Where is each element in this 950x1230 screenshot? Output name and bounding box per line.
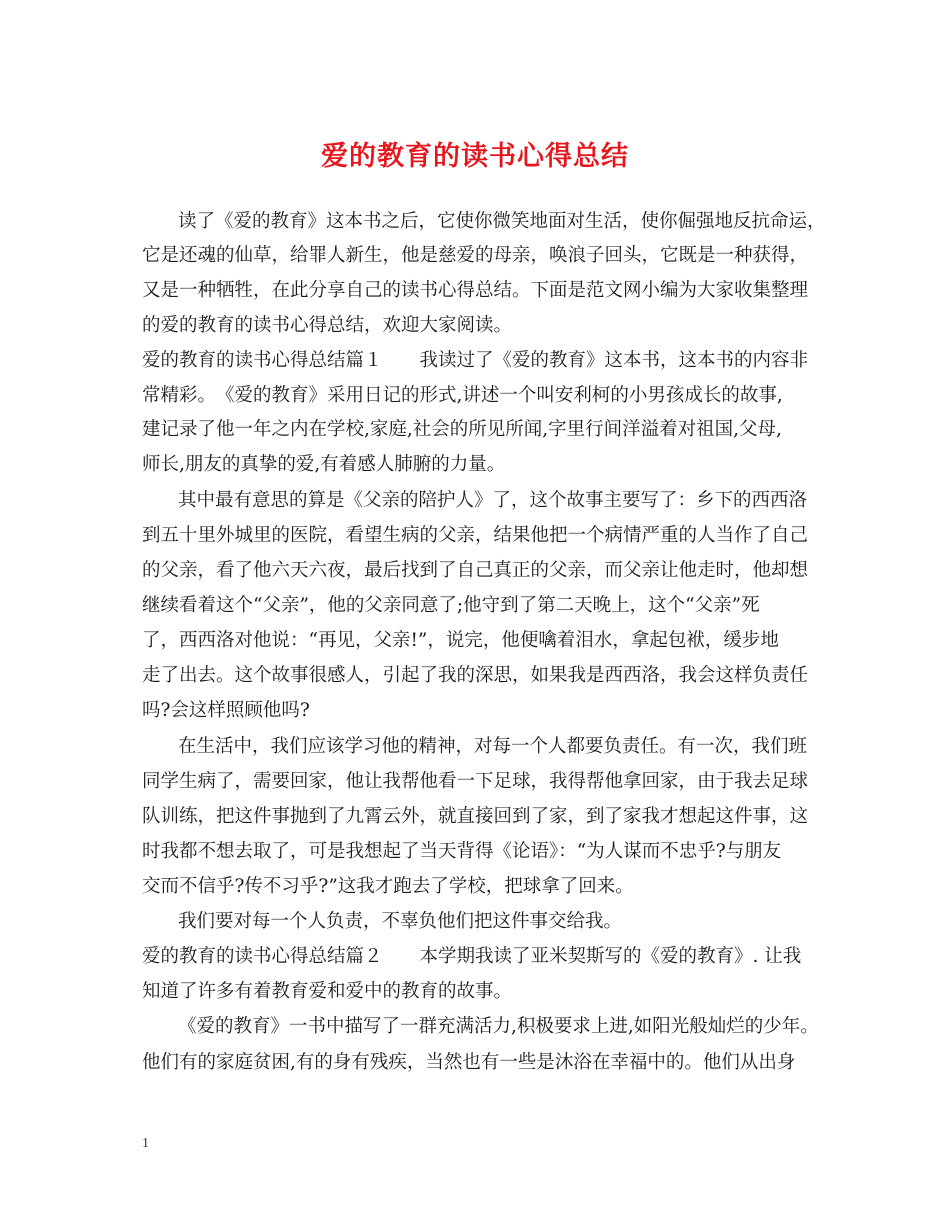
paragraph-line: 我们要对每一个人负责，不辜负他们把这件事交给我。 [178, 911, 623, 932]
paragraph-line: 常精彩。 《爱的教育》采用日记的形式,讲述一个叫安利柯的小男孩成长的故事, [142, 385, 783, 406]
paragraph-line: 读了《爱的教育》这本书之后，它使你微笑地面对生活，使你倔强地反抗命运， [178, 211, 826, 232]
paragraph-line: 在生活中，我们应该学习他的精神，对每一个人都要负责任。有一次，我们班 [178, 736, 808, 757]
paragraph-line: 时我都不想去取了，可是我想起了当天背得《论语》：“为人谋而不忠乎?与朋友 [142, 841, 782, 862]
paragraph-line: 的父亲，看了他六天六夜，最后找到了自己真正的父亲，而父亲让他走时，他却想 [142, 560, 809, 581]
section-heading-line: 爱的教育的读书心得总结篇２ 本学期我读了亚米契斯写的《爱的教育》. 让我 [142, 946, 802, 967]
section-heading-line: 爱的教育的读书心得总结篇１ 我读过了《爱的教育》这本书，这本书的内容非 [142, 350, 809, 371]
paragraph-line: 又是一种牺牲，在此分享自己的读书心得总结。下面是范文网小编为大家收集整理 [142, 280, 809, 301]
paragraph-line: 师长,朋友的真挚的爱,有着感人肺腑的力量。 [142, 454, 506, 475]
paragraph-line: 同学生病了，需要回家，他让我帮他看一下足球，我得帮他拿回家，由于我去足球 [142, 771, 809, 792]
paragraph-line: 到五十里外城里的医院，看望生病的父亲，结果他把一个病情严重的人当作了自己 [142, 525, 809, 546]
paragraph-line: 其中最有意思的算是《父亲的陪护人》了，这个故事主要写了：乡下的西西洛 [178, 490, 808, 511]
paragraph-line: 他们有的家庭贫困,有的身有残疾，当然也有一些是沐浴在幸福中的。他们从出身 [142, 1052, 796, 1073]
paragraph-line: 的爱的教育的读书心得总结，欢迎大家阅读。 [142, 315, 513, 336]
paragraph-line: 交而不信乎?传不习乎?”这我才跑去了学校，把球拿了回来。 [142, 876, 634, 897]
paragraph-line: 建记录了他一年之内在学校,家庭,社会的所见所闻,字里行间洋溢着对祖国,父母, [142, 419, 782, 440]
document-title: 爱的教育的读书心得总结 [321, 141, 629, 172]
paragraph-line: 走了出去。这个故事很感人，引起了我的深思，如果我是西西洛，我会这样负责任 [142, 665, 809, 686]
page-number: 1 [142, 1136, 149, 1151]
paragraph-line: 它是还魂的仙草，给罪人新生，他是慈爱的母亲，唤浪子回头，它既是一种获得， [142, 245, 809, 266]
paragraph-line: 知道了许多有着教育爱和爱中的教育的故事。 [142, 981, 513, 1002]
paragraph-line: 队训练，把这件事抛到了九霄云外，就直接回到了家，到了家我才想起这件事，这 [142, 806, 809, 827]
paragraph-line: 继续看着这个“父亲”，他的父亲同意了;他守到了第二天晚上，这个“父亲”死 [142, 595, 760, 616]
paragraph-line: 《爱的教育》一书中描写了一群充满活力,积极要求上进,如阳光般灿烂的少年。 [178, 1016, 819, 1037]
paragraph-line: 了，西西洛对他说：“再见，父亲!”，说完，他便噙着泪水，拿起包袱，缓步地 [142, 630, 779, 651]
paragraph-line: 吗?会这样照顾他吗? [142, 700, 310, 721]
